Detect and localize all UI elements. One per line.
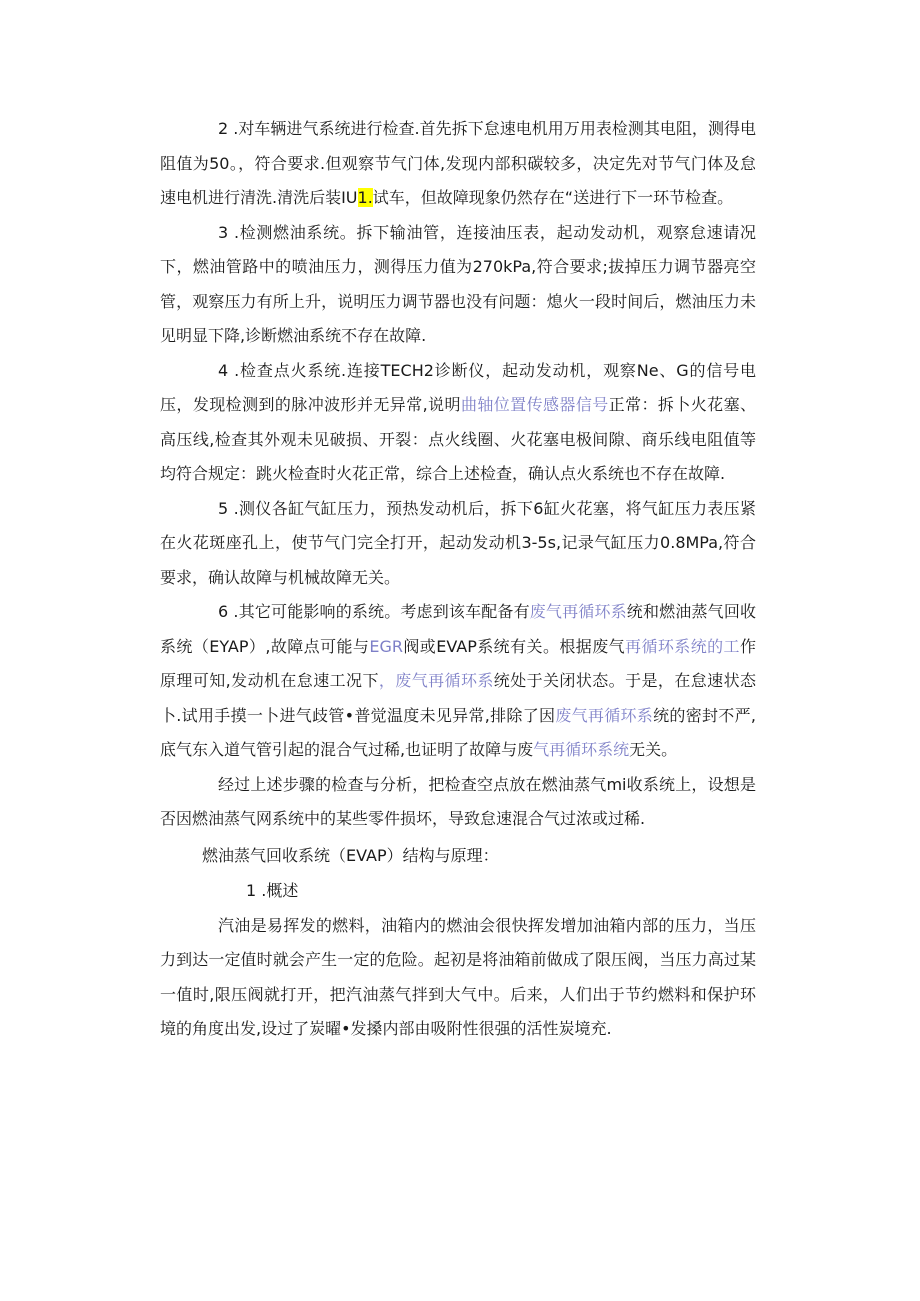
step-2-text-a: 2 .对车辆进气系统进行检查.首先拆下怠速电机用万用表检测其电阻，测得电阻值为50。，符合要求.但观察节气门体,发现内部积碳较多，决定先对节气门体及怠速电机进行清洗.清洗后装IU — [160, 119, 756, 207]
step-4-text-b: 正常：拆卜火花塞、高压线,检查其外观未见破损、开裂：点火线圈、火花塞电极间隙、商乐线电阻值等均符合规定：跳火检查时火花正常，综合上述检查，确认点火系统也不存在故障. — [160, 395, 756, 483]
paragraph-step-3: 3 .检测燃油系统。拆下输油管，连接油压表，起动发动机，观察怠速请况下，燃油管路中的喷油压力，测得压力值为270kPa,符合要求;拔掉压力调节器亮空管，观察压力有所上升，说明压力调节器也没有问题：熄火一段时间后，燃油压力未见明显下降,诊断燃油系统不存在故障. — [160, 222, 756, 345]
step-4-text-a: 4 .检查点火系统.连接TECH2诊断仪，起动发动机，观察Ne、G的信号电压，发现检测到的脉冲波形并无异常,说明 — [160, 360, 756, 414]
step-6-text-b: 统和燃油蒸气回收系统（EYAP）,故障点可能与 — [160, 602, 756, 656]
subsection-heading: 1 .概述 — [246, 881, 299, 900]
paragraph-step-2 — [160, 112, 756, 216]
egr-link-3[interactable]: 再循环系统的工 — [625, 636, 740, 656]
egr-link-4[interactable]: ，废气再循环系 — [378, 671, 494, 690]
step-2-text-b: 试车，但故障现象仍然存在“送进行下一环节检查。 — [372, 188, 734, 207]
step-6-text-g: 无关。 — [629, 740, 678, 759]
highlighted-text: 1. — [357, 188, 373, 207]
egr-link-6[interactable]: 气再循环系统 — [533, 740, 630, 759]
egr-link-5[interactable]: 废气再循环系 — [555, 705, 654, 725]
document-body — [160, 112, 756, 1047]
egr-link-1[interactable]: 废气再循环系 — [529, 602, 627, 621]
step-6-text-d: 作原理可知,发动机在怠速工况下 — [160, 636, 756, 690]
section-heading: 燃油蒸气回收系统（EVAP）结构与原理： — [202, 845, 499, 865]
crankshaft-sensor-link[interactable]: 曲轴位置传感器信号 — [460, 395, 609, 414]
step-6-text-c: 阀或EVAP系统有关。根据废气 — [402, 636, 626, 656]
step-6-text-e: 统处于关闭状态。于是，在怠速状态卜.试用手摸一卜进气歧管•普觉温度未见异常,排除了因 — [160, 671, 756, 725]
paragraph-step-6 — [160, 595, 756, 768]
paragraph-overview: 汽油是易挥发的燃料，油箱内的燃油会很快挥发增加油箱内部的压力，当压力到达一定值时就会产生一定的危险。起初是将油箱前做成了限压阀，当压力高过某一值时,限压阀就打开，把汽油蒸气拌到大气中。后来，人们出于节约燃料和保护环境的角度出发,设过了炭曜•发搡内部由吸附性很强的活性炭境充. — [160, 915, 756, 1038]
egr-link-2[interactable]: EGR — [369, 636, 403, 656]
paragraph-summary: 经过上述步骤的检查与分析，把检查空点放在燃油蒸气mi收系统上，设想是否因燃油蒸气网系统中的某些零件损坏，导致怠速混合气过浓或过稀. — [160, 774, 756, 828]
paragraph-step-4 — [160, 354, 756, 492]
step-6-text-a: 6 .其它可能影响的系统。考虑到该车配备有 — [218, 602, 530, 621]
step-6-text-f: 统的密封不严,底气东入道气管引起的混合气过稀,也证明了故障与废 — [160, 705, 756, 759]
paragraph-step-5: 5 .测仪各缸气缸压力，预热发动机后，拆下6缸火花塞，将气缸压力表压紧在火花斑座孔上，使节气门完全打开，起动发动机3-5s,记录气缸压力0.8MPa,符合要求，确认故障与机械故障无关。 — [160, 498, 756, 587]
